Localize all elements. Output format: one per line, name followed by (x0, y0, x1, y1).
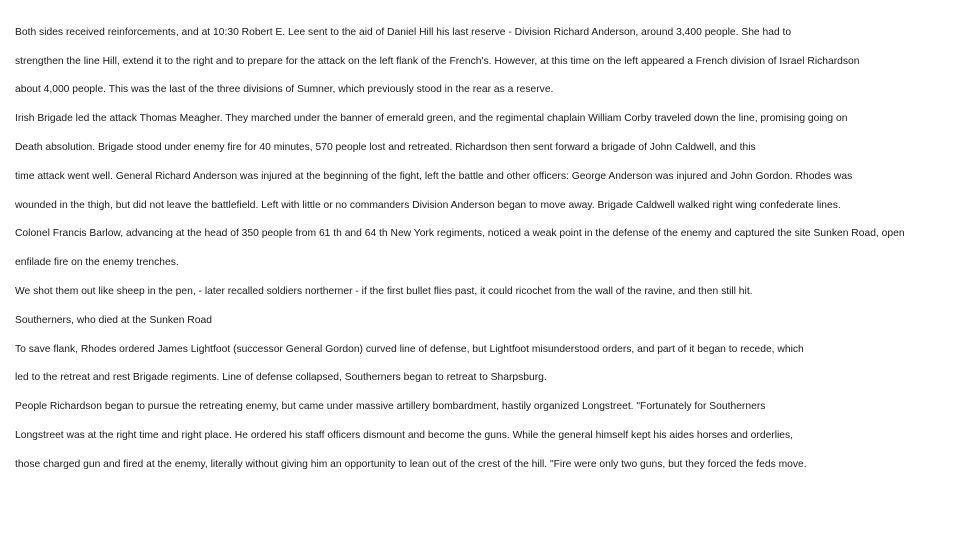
text-line-11: Southerners, who died at the Sunken Road (15, 315, 212, 326)
text-line-3: about 4,000 people. This was the last of the three divisions of Sumner, which previously stood in the rear as a reserve. (15, 84, 554, 95)
text-line-4: Irish Brigade led the attack Thomas Meagher. They marched under the banner of emerald green, and the regimental chaplain William Corby traveled down the line, promising going on (15, 113, 848, 124)
text-line-6: time attack went well. General Richard Anderson was injured at the beginning of the fight, left the battle and other officers: George Anderson was injured and John Gordon. Rhodes was (15, 171, 853, 182)
text-line-9: enfilade fire on the enemy trenches. (15, 257, 179, 268)
text-line-2: strengthen the line Hill, extend it to the right and to prepare for the attack on the left flank of the French's. However, at this time on the left appeared a French division of Israel Richardson (15, 56, 860, 67)
text-line-14: People Richardson began to pursue the retreating enemy, but came under massive artillery bombardment, hastily organized Longstreet. "Fortunately for Southerners (15, 401, 766, 412)
text-line-5: Death absolution. Brigade stood under enemy fire for 40 minutes, 570 people lost and retreated. Richardson then sent forward a brigade of John Caldwell, and this (15, 142, 756, 153)
text-line-13: led to the retreat and rest Brigade regiments. Line of defense collapsed, Southerners began to retreat to Sharpsburg. (15, 372, 547, 383)
text-line-15: Longstreet was at the right time and right place. He ordered his staff officers dismount and become the guns. While the general himself kept his aides horses and orderlies, (15, 430, 794, 441)
text-line-8: Colonel Francis Barlow, advancing at the head of 350 people from 61 th and 64 th New York regiments, noticed a weak point in the defense of the enemy and captured the site Sunken Road, open (15, 228, 905, 239)
text-line-1: Both sides received reinforcements, and at 10:30 Robert E. Lee sent to the aid of Daniel Hill his last reserve - Division Richard Anderson, around 3,400 people. She had to (15, 27, 792, 38)
text-line-10: We shot them out like sheep in the pen, - later recalled soldiers northerner - if the first bullet flies past, it could ricochet from the wall of the ravine, and then still hit. (15, 286, 753, 297)
text-line-12: To save flank, Rhodes ordered James Lightfoot (successor General Gordon) curved line of defense, but Lightfoot misunderstood orders, and part of it began to recede, which (15, 344, 804, 355)
text-line-16: those charged gun and fired at the enemy, literally without giving him an opportunity to lean out of the crest of the hill. "Fire were only two guns, but they forced the feds move. (15, 459, 807, 470)
text-line-7: wounded in the thigh, but did not leave the battlefield. Left with little or no commanders Division Anderson began to move away. Brigade Caldwell walked right wing confederate lines. (15, 200, 841, 211)
